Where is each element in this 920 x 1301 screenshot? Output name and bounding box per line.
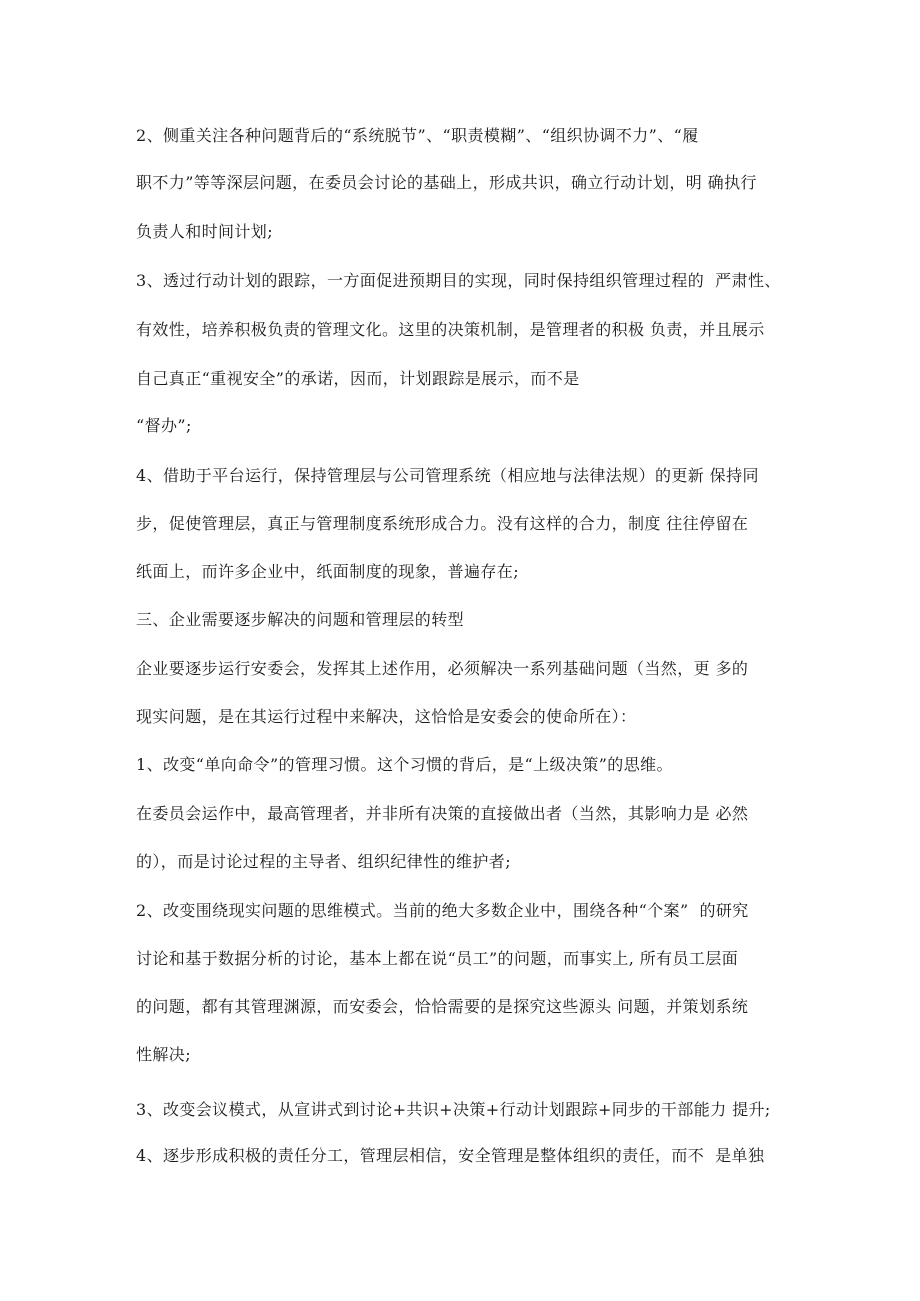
text-line: 3、透过行动计划的跟踪，一方面促进预期目的实现，同时保持组织管理过程的 严肃性、 bbox=[136, 271, 781, 290]
text-line: 3、改变会议模式，从宣讲式到讨论+共识+决策+行动计划跟踪+同步的干部能力 提升; bbox=[136, 1100, 771, 1119]
text-line: 负责人和时间计划; bbox=[136, 222, 273, 241]
text-line: 职不力”等等深层问题，在委员会讨论的基础上，形成共识，确立行动计划，明 确执行 bbox=[136, 173, 757, 192]
text-line: 1、改变“单向命令”的管理习惯。这个习惯的背后，是“上级决策”的思维。 bbox=[136, 755, 673, 774]
text-line: 自己真正“重视安全”的承诺，因而，计划跟踪是展示，而不是 bbox=[136, 369, 580, 388]
section-heading: 三、企业需要逐步解决的问题和管理层的转型 bbox=[136, 610, 465, 629]
text-line: 2、改变围绕现实问题的思维模式。当前的绝大多数企业中，围绕各种“个案” 的研究 bbox=[136, 901, 749, 920]
text-line: 的问题，都有其管理渊源，而安委会，恰恰需要的是探究这些源头 问题，并策划系统 bbox=[136, 997, 749, 1016]
text-line: 的），而是讨论过程的主导者、组织纪律性的维护者; bbox=[136, 852, 511, 871]
text-line: 4、借助于平台运行，保持管理层与公司管理系统（相应地与法律法规）的更新 保持同 bbox=[136, 466, 759, 485]
text-line: 讨论和基于数据分析的讨论，基本上都在说“员工”的问题，而事实上, 所有员工层面 bbox=[136, 949, 739, 968]
text-line: 有效性，培养积极负责的管理文化。这里的决策机制，是管理者的积极 负责，并且展示 bbox=[136, 320, 765, 339]
text-line: “督办”; bbox=[136, 416, 192, 435]
text-line: 纸面上，而许多企业中，纸面制度的现象，普遍存在; bbox=[136, 562, 519, 581]
text-line: 现实问题，是在其运行过程中来解决，这恰恰是安委会的使命所在）： bbox=[136, 707, 637, 726]
text-line: 性解决; bbox=[136, 1045, 191, 1064]
text-line: 企业要逐步运行安委会，发挥其上述作用，必须解决一系列基础问题（当然，更 多的 bbox=[136, 659, 749, 678]
text-line: 步，促使管理层，真正与管理制度系统形成合力。没有这样的合力，制度 往往停留在 bbox=[136, 514, 749, 533]
text-line: 2、侧重关注各种问题背后的“系统脱节”、“职责模糊”、“组织协调不力”、“履 bbox=[136, 126, 699, 145]
text-line: 4、逐步形成积极的责任分工，管理层相信，安全管理是整体组织的责任，而不 是单独 bbox=[136, 1146, 765, 1165]
text-line: 在委员会运作中，最高管理者，并非所有决策的直接做出者（当然，其影响力是 必然 bbox=[136, 804, 749, 823]
